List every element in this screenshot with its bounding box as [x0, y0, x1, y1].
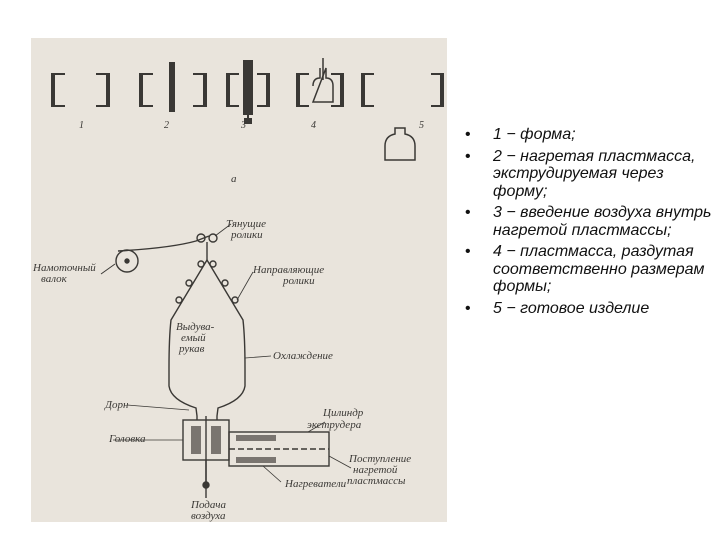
bullet-icon: • [465, 243, 471, 260]
mold-step-4 [297, 58, 343, 106]
list-item-text: 5 − готовое изделие [493, 299, 650, 317]
label-air-supply-2: воздуха [191, 510, 226, 522]
list-item-text: 4 − пластмасса, раздутая соответственно размерам формы; [493, 243, 705, 295]
process-steps-list [463, 126, 713, 321]
label-guide-rollers-1: Направляющие [253, 264, 325, 276]
label-air-supply-1: Подача [191, 499, 226, 511]
step-number-5: 5 [419, 120, 424, 131]
label-winding-roll-1: Намоточный [33, 262, 96, 274]
label-heaters: Нагреватели [285, 478, 347, 490]
label-plastic-supply-3: пластмассы [347, 475, 406, 487]
label-pull-rollers-1: Тянущие [226, 218, 266, 230]
sub-figure-label: а [231, 173, 237, 185]
list-item [463, 148, 713, 201]
label-pull-rollers-2: ролики [231, 229, 263, 241]
bottle-icon [385, 128, 415, 160]
mold-step-1 [52, 74, 109, 106]
label-cooling: Охлаждение [273, 350, 333, 362]
mold-step-5 [362, 74, 443, 106]
blow-molding-diagram [31, 38, 447, 522]
list-item [463, 243, 713, 296]
bullet-icon: • [465, 147, 471, 165]
list-item-text: 1 − форма; [493, 126, 576, 143]
label-winding-roll-2: валок [41, 273, 67, 285]
label-head: Головка [109, 433, 146, 445]
step-number-2: 2 [164, 120, 169, 131]
label-plastic-supply-1: Поступление [349, 453, 412, 465]
step-number-3: 3 [241, 120, 246, 131]
list-item [463, 126, 713, 144]
bullet-icon: • [465, 126, 471, 143]
label-guide-rollers-2: ролики [283, 275, 315, 287]
bullet-icon: • [465, 299, 471, 317]
label-extruder-cylinder-2: экструдера [307, 419, 362, 431]
label-plastic-supply-2: нагретой [353, 464, 398, 476]
list-item [463, 204, 713, 239]
list-item-text: 3 − введение воздуха внутрь нагретой пластмассы; [493, 204, 712, 239]
step-number-1: 1 [79, 120, 84, 131]
label-blown-sleeve-3: рукав [179, 343, 205, 355]
label-extruder-cylinder-1: Цилиндр [323, 407, 364, 419]
label-blown-sleeve-1: Выдува- [176, 321, 215, 333]
step-number-4: 4 [311, 120, 316, 131]
label-mandrel: Дорн [105, 399, 129, 411]
mold-step-3 [227, 60, 269, 124]
list-item [463, 300, 713, 318]
label-blown-sleeve-2: емый [181, 332, 206, 344]
mold-step-2 [140, 62, 206, 112]
scanned-figure [31, 38, 447, 522]
bullet-icon: • [465, 204, 471, 221]
list-item-text: 2 − нагретая пластмасса, экструдируемая через форму; [493, 147, 696, 200]
